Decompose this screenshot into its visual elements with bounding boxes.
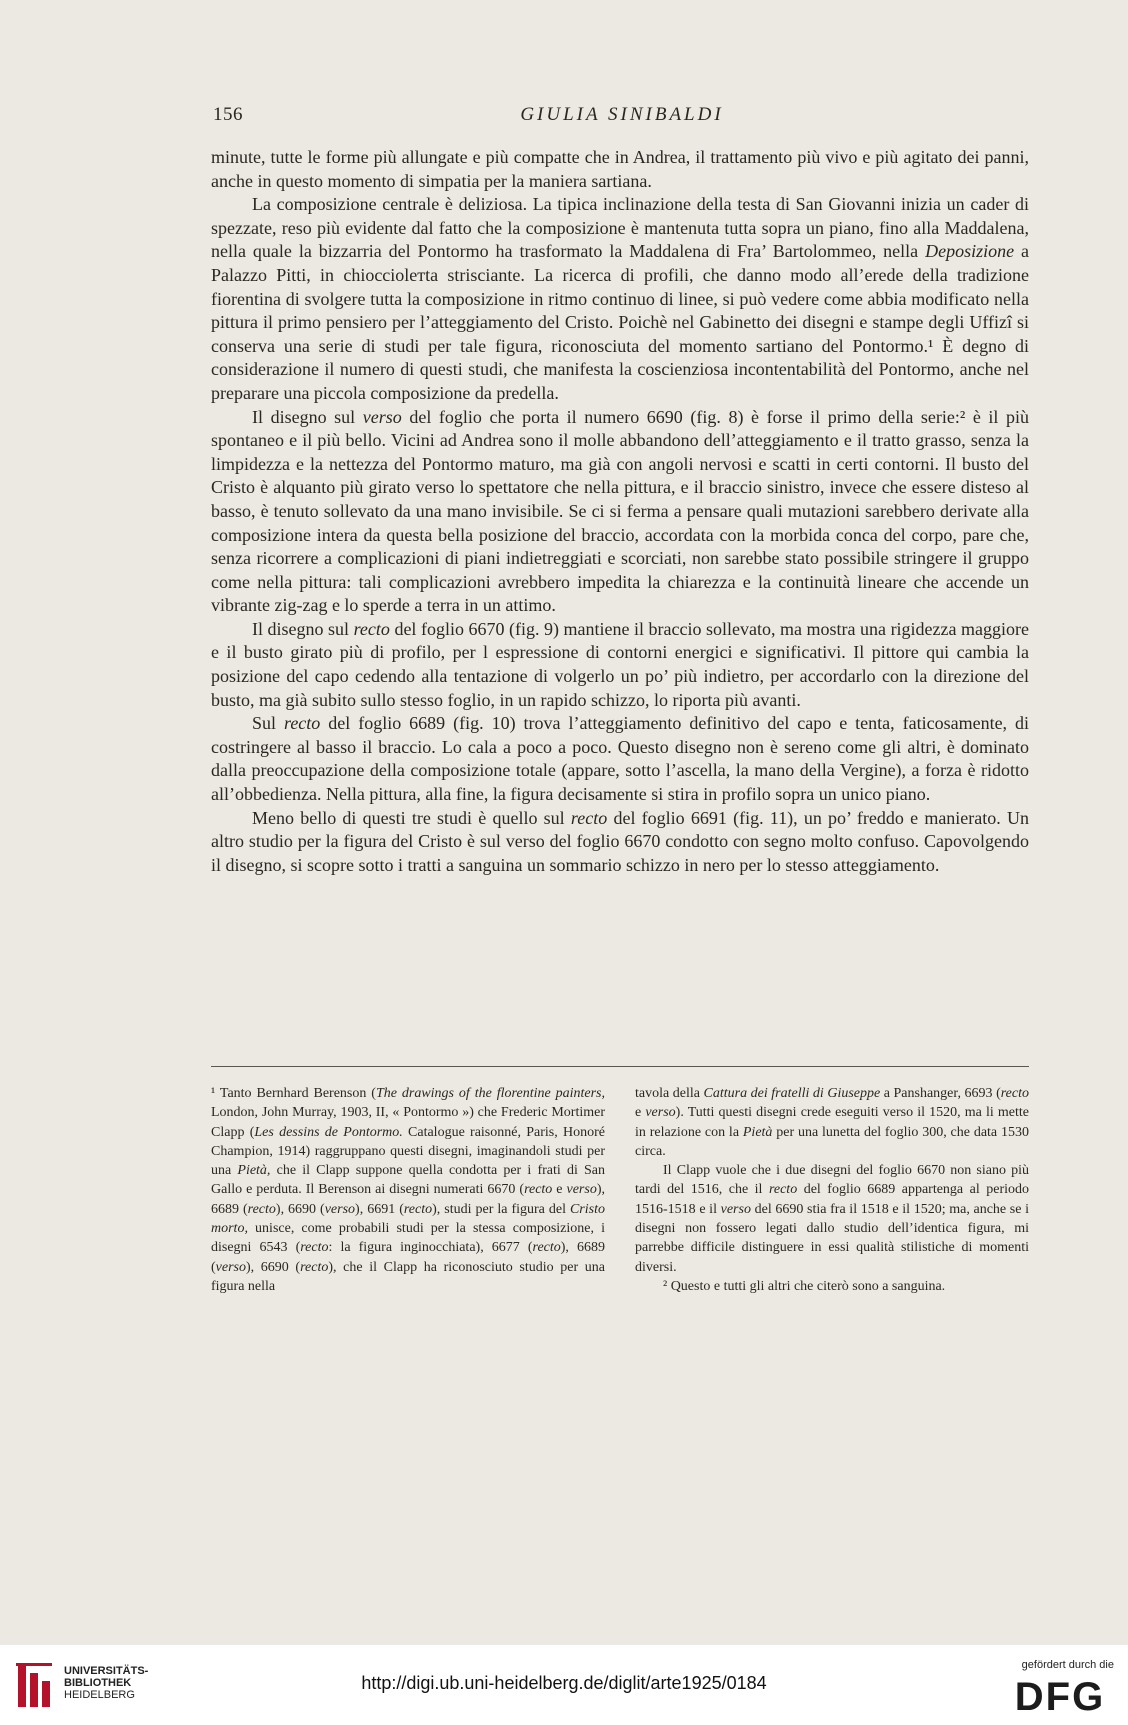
italic-term: Deposizione	[925, 241, 1015, 262]
permalink-url[interactable]: http://digi.ub.uni-heidelberg.de/diglit/arte1925/0184	[361, 1673, 767, 1693]
library-line: BIBLIOTHEK	[64, 1677, 132, 1689]
paragraph-text: del foglio che porta il numero 6690 (fig. 8) è forse il primo della serie:² è il più spontaneo e il più bello. Vicini ad Andrea sono il molle abbandono dell’atteggiamento e il tratto grasso, senza la limpidezza e la nettezza del Pontormo maturo, ma già con angoli nervosi e scatti in certi contorni. Il busto del Cristo è alquanto più girato verso lo spettatore che nella pittura, e il braccio sinistro, invece che essere disteso al basso, è tenuto sollevato da una mano invisibile. Se ci si ferma a pensare quali mutazioni sarebbero derivate alla composizione intera da questa bella posizione del braccio, accordata con la morbida conca del corpo, pare che, senza ricorrere a complicazioni di piani indietreggiati e scorciati, non sarebbe stato possibile stringere il gruppo come nella pittura: tali complicazioni avrebbero impedita la chiarezza e la continuità lineare che accende un vibrante zig-zag e lo sperde a terra in un attimo.	[211, 406, 1030, 616]
dfg-logo-icon[interactable]	[1006, 1675, 1114, 1715]
paragraph	[211, 146, 1029, 193]
paragraph-text: La composizione centrale è deliziosa. La tipica inclinazione della testa di San Giovanni inizia un cader di spezzate, reso più evidente dal fatto che la composizione è mantenuta tutta sopra un piano, fino alla Maddalena, nella quale la bizzarria del Pontormo ha trasformato la Maddalena di Fra’ Bartolommeo, nella	[211, 194, 1029, 262]
library-line: HEIDELBERG	[64, 1689, 135, 1701]
italic-term: recto	[353, 618, 390, 639]
funding-label: gefördert durch die	[1021, 1659, 1114, 1671]
paragraph-text: Sul	[252, 713, 277, 734]
paragraph-text: Il disegno sul	[252, 618, 350, 639]
body-text	[211, 146, 1029, 877]
paragraph-text: del foglio 6670 (fig. 9) mantiene il braccio sollevato, ma mostra una rigidezza maggiore e il busto girato più di profilo, per l espressione di contorni energici e significativi. Il pittore qui cambia la posizione del capo cedendo alla tentazione di volgerlo un po’ più indietro, per accordarlo con la direzione del busto, ma già subito sullo stesso foglio, in un rapido schizzo, lo riporta più avanti.	[211, 618, 1030, 710]
paragraph	[211, 712, 1029, 806]
paragraph-text: minute, tutte le forme più allungate e più compatte che in Andrea, il trattamento più vivo e più agitato dei panni, anche in questo momento di simpatia per la maniera sartiana.	[211, 147, 1029, 191]
footnote-1-continued: tavola della Cattura dei fratelli di Giuseppe a Panshanger, 6693 (recto e verso). Tutti questi disegni crede eseguiti verso il 1520, ma li mette in relazione con la Pietà per una lunetta del foglio 300, che data 1530 circa.	[635, 1086, 1029, 1159]
running-head: GIULIA SINIBALDI	[520, 104, 724, 125]
paragraph	[211, 406, 1029, 618]
footnote-1-paragraph-2: Il Clapp vuole che i due disegni del foglio 6670 non siano più tardi del 1516, che il recto del foglio 6689 appartenga al periodo 1516-1518 e il verso del 6690 stia fra il 1518 e il 1520; ma, anche se i disegni non fossero legati dallo studio dell’identica figura, mi parrebbe difficile distinguere in essi qualità stilistiche di momenti diversi.	[635, 1163, 1030, 1275]
footnote-column-left	[211, 1084, 605, 1296]
footnote-2: ² Questo e tutti gli altri che citerò sono a sanguina.	[663, 1278, 946, 1294]
paragraph	[211, 807, 1029, 878]
library-line: UNIVERSITÄTS-	[64, 1665, 149, 1677]
paragraph-text: Il disegno sul	[252, 406, 356, 427]
paragraph-text: del foglio 6691 (fig. 11), un po’ freddo e manierato. Un altro studio per la figura del Cristo è sul verso del foglio 6670 condotto con segno molto confuso. Capovolgendo il disegno, si scopre sotto i tratti a sanguina un sommario schizzo in nero per lo stesso atteggiamento.	[211, 807, 1030, 875]
svg-text:DFG: DFG	[1014, 1675, 1106, 1715]
footnote-divider	[211, 1066, 1029, 1067]
viewer-footer	[0, 1645, 1128, 1725]
italic-term: recto	[283, 713, 321, 734]
footnote-column-right	[635, 1084, 1029, 1296]
italic-term: verso	[362, 406, 402, 427]
page-number: 156	[213, 104, 243, 125]
paragraph	[211, 618, 1029, 712]
paragraph-text: del foglio 6689 (fig. 10) trova l’atteggiamento definitivo del capo e tenta, faticosamente, di costringere al basso il braccio. Lo cala a poco a poco. Questo disegno non è sereno come gli altri, è dominato dalla preoccupazione della composizione totale (appare, sotto l’ascella, la mano della Vergine), a forza è ridotto all’obbedienza. Nella pittura, alla fine, la figura decisamente si stira in profilo sopra un unico piano.	[211, 713, 1030, 805]
paragraph-text: a Palazzo Pitti, in chiocciolетta strisciante. La ricerca di profili, che danno modo all’erede della tradizione fiorentina di svolgere tutta la composizione in ritmo continuo di linee, si può vedere come abbia modificato nella pittura il primo pensiero per l’atteggiamento del Cristo. Poichè nel Gabinetto dei disegni e stampe degli Uffizî si conserva una serie di studi per tale figura, riconosciuta del momento sartiano del Pontormo.¹ È degno di considerazione il numero di questi studi, che manifesta la coscienziosa incontentabilità del Pontormo, anche nel preparare una piccola composizione da predella.	[211, 241, 1030, 403]
italic-term: recto	[570, 807, 608, 828]
paragraph-text: Meno bello di questi tre studi è quello sul	[252, 807, 565, 828]
paragraph	[211, 193, 1029, 405]
footnote-1: ¹ Tanto Bernhard Berenson (The drawings of the florentine painters, London, John Murray, 1903, II, « Pontormo ») che Frederic Mortimer Clapp (Les dessins de Pontormo. Catalogue raisonné, Paris, Honoré Champion, 1914) raggruppano questi disegni, imaginandoli studi per una Pietà, che il Clapp suppone quella condotta per i frati di San Gallo e perduta. Il Berenson ai disegni numerati 6670 (recto e verso), 6689 (recto), 6690 (verso), 6691 (recto), studi per la figura del Cristo morto, unisce, come probabili studi per la stessa composizione, i disegni 6543 (recto: la figura inginocchiata), 6677 (recto), 6689 (verso), 6690 (recto), che il Clapp ha riconosciuto studio per una figura nella	[211, 1086, 606, 1294]
